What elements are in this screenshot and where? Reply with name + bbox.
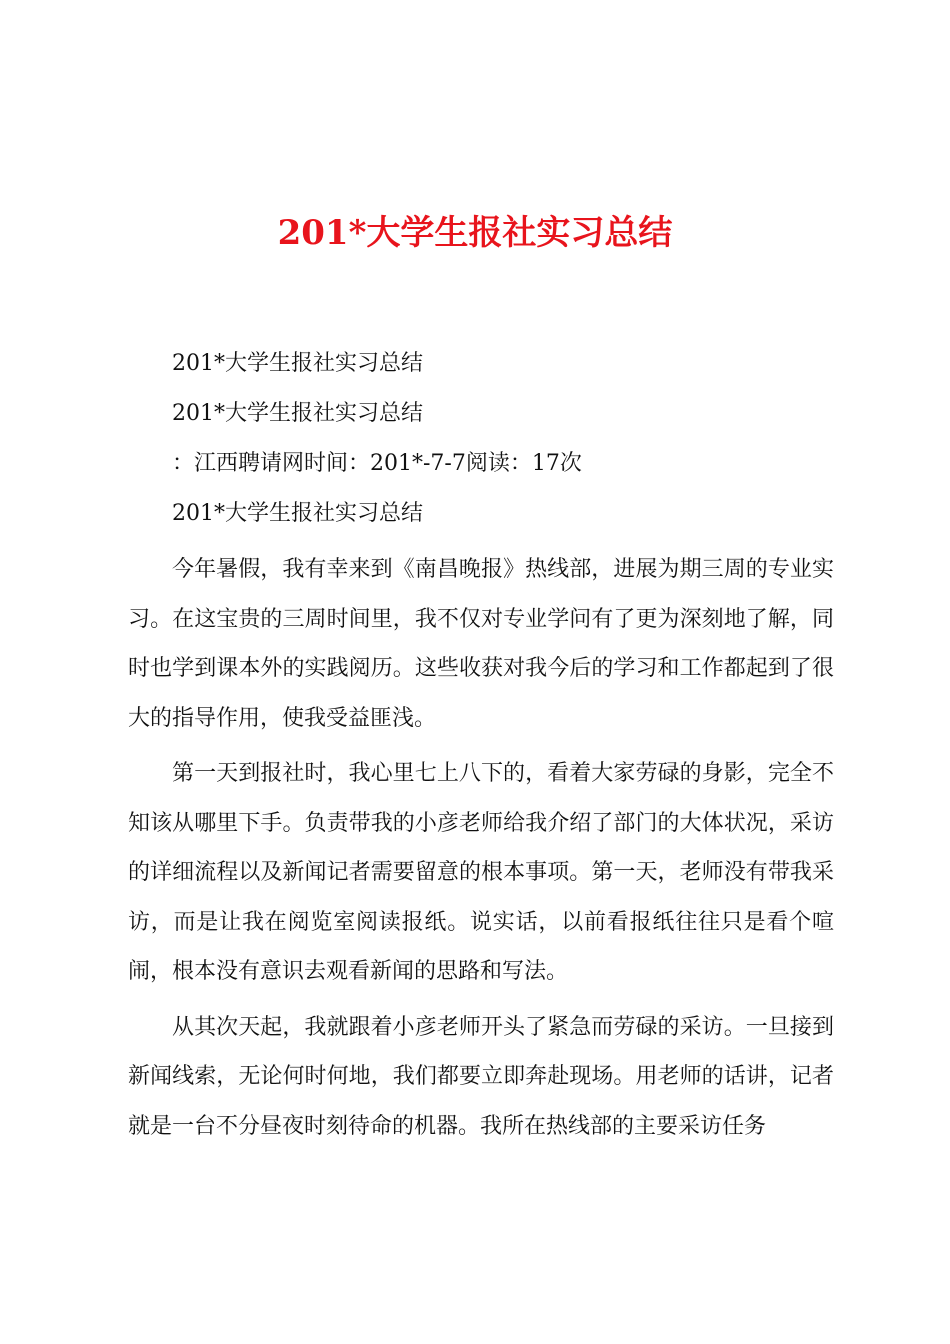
document-title: 201*大学生报社实习总结 [277, 213, 673, 253]
document-body [128, 345, 834, 1157]
subtitle-line: 201*大学生报社实习总结 [172, 351, 423, 376]
paragraph: 第一天到报社时，我心里七上八下的，看着大家劳碌的身影，完全不知该从哪里下手。负责带我的小彦老师给我介绍了部门的大体状况，采访的详细流程以及新闻记者需要留意的根本事项。第一天，老师没有带我采访，而是让我在阅览室阅读报纸。说实话，以前看报纸往往只是看个喧闹，根本没有意识去观看新闻的思路和写法。 [128, 761, 834, 984]
paragraph: 从其次天起，我就跟着小彦老师开头了紧急而劳碌的采访。一旦接到新闻线索，无论何时何地，我们都要立即奔赴现场。用老师的话讲，记者就是一台不分昼夜时刻待命的机器。我所在热线部的主要采访任务 [128, 1014, 834, 1139]
subtitle-line: 201*大学生报社实习总结 [172, 501, 423, 526]
subtitle-line: 201*大学生报社实习总结 [172, 401, 423, 426]
source-date-line: ：江西聘请网时间：201*-7-7阅读：17次 [172, 451, 582, 476]
paragraph: 今年暑假，我有幸来到《南昌晚报》热线部，进展为期三周的专业实习。在这宝贵的三周时间里，我不仅对专业学问有了更为深刻地了解，同时也学到课本外的实践阅历。这些收获对我今后的学习和工作都起到了很大的指导作用，使我受益匪浅。 [128, 557, 834, 731]
